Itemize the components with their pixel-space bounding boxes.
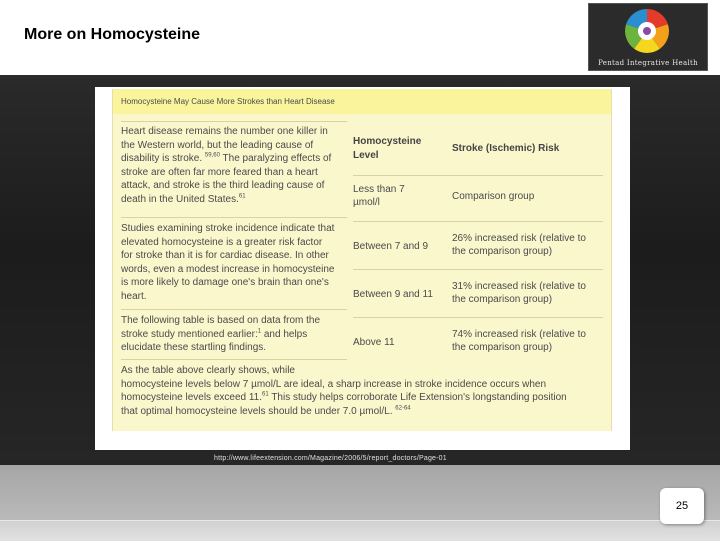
- table-divider: [353, 175, 603, 176]
- table-header-risk: Stroke (Ischemic) Risk: [452, 143, 560, 154]
- table-cell-level: Less than 7 µmol/l: [353, 184, 405, 208]
- bottom-strip: [0, 520, 720, 541]
- table-cell-risk: 31% increased risk (relative to the comparison group): [452, 281, 586, 305]
- table-header-level: Homocysteine Level: [353, 136, 422, 161]
- table-divider: [353, 221, 603, 222]
- footer-band: [0, 465, 720, 520]
- company-logo: [588, 3, 708, 71]
- table-divider: [353, 317, 603, 318]
- divider: [121, 121, 347, 122]
- divider: [121, 309, 347, 310]
- slide-title: More on Homocysteine: [24, 26, 201, 43]
- article-screenshot: [95, 87, 630, 450]
- paragraph-3: The following table is based on data from the stroke study mentioned earlier:$^1$ and helps elucidate these startling findings.: [121, 315, 321, 353]
- divider: [121, 359, 347, 360]
- table-divider: [353, 269, 603, 270]
- table-cell-risk: Comparison group: [452, 191, 535, 202]
- page-number: 25: [660, 488, 704, 524]
- paragraph-2: Studies examining stroke incidence indicate that elevated homocysteine is a greater risk factor for stroke than it is for cardiac disease. In other words, even a modest increase in homocysteine is more likely to damage one's brain than one's heart.: [121, 223, 335, 302]
- source-url[interactable]: http://www.lifeextension.com/Magazine/2006/5/report_doctors/Page-01: [214, 455, 447, 462]
- table-cell-level: Above 11: [353, 337, 395, 348]
- logo-text: Pentad Integrative Health: [598, 59, 698, 67]
- table-cell-level: Between 7 and 9: [353, 241, 429, 252]
- article-heading: Homocysteine May Cause More Strokes than Heart Disease: [121, 97, 335, 106]
- slide-header: [0, 0, 720, 75]
- table-cell-risk: 26% increased risk (relative to the comparison group): [452, 233, 586, 257]
- article-heading-bar: [113, 89, 611, 114]
- paragraph-1: Heart disease remains the number one killer in the Western world, but the leading cause of disability is stroke. $^{59,60}$ The paralyzing effects of stroke are often far more feared than a heart attack, and stroke is the third leading cause of death in the United States.$^{61}$: [121, 126, 332, 205]
- divider: [121, 217, 347, 218]
- article-panel: [112, 89, 612, 431]
- table-cell-risk: 74% increased risk (relative to the comparison group): [452, 329, 586, 353]
- paragraph-4: As the table above clearly shows, while homocysteine levels below 7 µmol/L are ideal, a sharp increase in stroke incidence occurs when homocysteine levels exceed 11.61 This study helps corroborate Life Extension's longstanding position that optimal homocysteine levels should be under 7.0 µmol/L. $^{62-64}$: [121, 365, 567, 417]
- puzzle-wheel-icon: [619, 6, 675, 56]
- table-cell-level: Between 9 and 11: [353, 289, 433, 300]
